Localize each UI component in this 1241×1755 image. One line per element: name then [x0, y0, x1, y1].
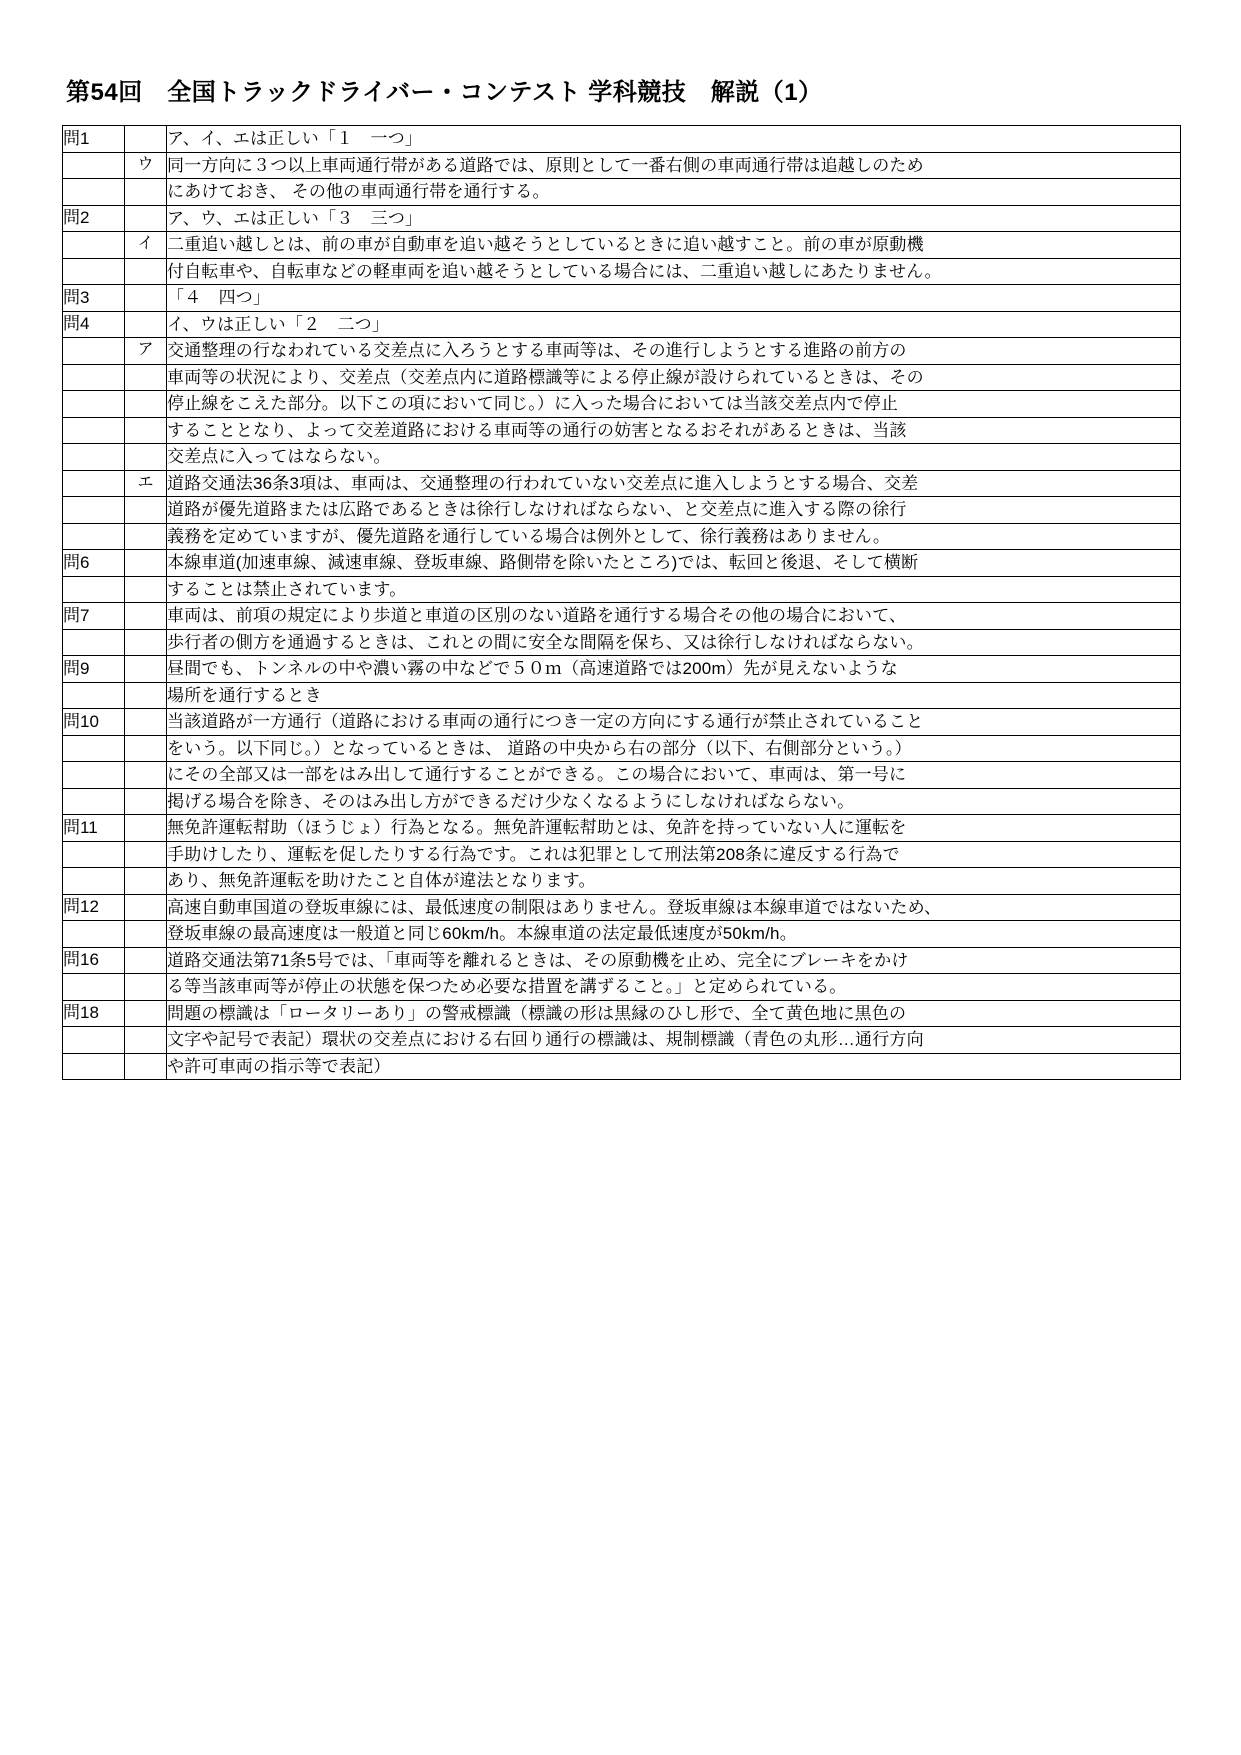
explanation-cell: 停止線をこえた部分。以下この項において同じ。）に入った場合においては当該交差点内で停止	[167, 391, 1181, 418]
sub-item-cell	[125, 391, 167, 418]
sub-item-cell	[125, 841, 167, 868]
table-row	[63, 258, 1181, 285]
sub-item-cell	[125, 523, 167, 550]
explanation-cell: 掲げる場合を除き、そのはみ出し方ができるだけ少なくなるようにしなければならない。	[167, 788, 1181, 815]
question-number-cell: 問2	[63, 205, 125, 232]
explanation-cell: 文字や記号で表記）環状の交差点における右回り通行の標識は、規制標識（青色の丸形…通行方向	[167, 1027, 1181, 1054]
question-number-cell	[63, 232, 125, 259]
sub-item-cell	[125, 921, 167, 948]
table-row	[63, 735, 1181, 762]
explanation-cell: 手助けしたり、運転を促したりする行為です。これは犯罪として刑法第208条に違反する行為で	[167, 841, 1181, 868]
table-row	[63, 285, 1181, 312]
question-number-cell	[63, 258, 125, 285]
question-number-cell	[63, 417, 125, 444]
explanation-cell: ア、ウ、エは正しい「３ 三つ」	[167, 205, 1181, 232]
question-number-cell: 問10	[63, 709, 125, 736]
question-number-cell: 問11	[63, 815, 125, 842]
table-row	[63, 205, 1181, 232]
sub-item-cell	[125, 974, 167, 1001]
sub-item-cell	[125, 285, 167, 312]
sub-item-cell	[125, 1027, 167, 1054]
sub-item-cell: ア	[125, 338, 167, 365]
sub-item-cell	[125, 1053, 167, 1080]
question-number-cell: 問4	[63, 311, 125, 338]
question-number-cell	[63, 364, 125, 391]
question-number-cell	[63, 921, 125, 948]
table-row	[63, 576, 1181, 603]
table-row	[63, 788, 1181, 815]
question-number-cell	[63, 523, 125, 550]
explanation-table	[62, 125, 1181, 1080]
sub-item-cell	[125, 205, 167, 232]
question-number-cell	[63, 841, 125, 868]
table-row	[63, 921, 1181, 948]
sub-item-cell	[125, 815, 167, 842]
table-row	[63, 497, 1181, 524]
sub-item-cell	[125, 417, 167, 444]
question-number-cell: 問18	[63, 1000, 125, 1027]
explanation-cell: ア、イ、エは正しい「１ 一つ」	[167, 126, 1181, 153]
table-row	[63, 629, 1181, 656]
sub-item-cell	[125, 364, 167, 391]
sub-item-cell	[125, 497, 167, 524]
sub-item-cell	[125, 126, 167, 153]
question-number-cell: 問12	[63, 894, 125, 921]
sub-item-cell	[125, 656, 167, 683]
sub-item-cell	[125, 603, 167, 630]
sub-item-cell	[125, 947, 167, 974]
table-row	[63, 841, 1181, 868]
table-row	[63, 338, 1181, 365]
sub-item-cell	[125, 762, 167, 789]
table-row	[63, 152, 1181, 179]
question-number-cell	[63, 576, 125, 603]
question-number-cell	[63, 974, 125, 1001]
table-row	[63, 974, 1181, 1001]
explanation-cell: や許可車両の指示等で表記）	[167, 1053, 1181, 1080]
table-row	[63, 126, 1181, 153]
sub-item-cell	[125, 444, 167, 471]
explanation-cell: 「４ 四つ」	[167, 285, 1181, 312]
table-body	[63, 126, 1181, 1080]
explanation-cell: 交差点に入ってはならない。	[167, 444, 1181, 471]
question-number-cell	[63, 444, 125, 471]
table-row	[63, 179, 1181, 206]
explanation-cell: 車両等の状況により、交差点（交差点内に道路標識等による停止線が設けられているときは、その	[167, 364, 1181, 391]
sub-item-cell	[125, 311, 167, 338]
question-number-cell	[63, 735, 125, 762]
table-row	[63, 868, 1181, 895]
table-row	[63, 550, 1181, 577]
explanation-cell: をいう。以下同じ。）となっているときは、 道路の中央から右の部分（以下、右側部分という。）	[167, 735, 1181, 762]
sub-item-cell	[125, 629, 167, 656]
explanation-cell: 付自転車や、自転車などの軽車両を追い越そうとしている場合には、二重追い越しにあたりません。	[167, 258, 1181, 285]
question-number-cell	[63, 497, 125, 524]
explanation-cell: る等当該車両等が停止の状態を保つため必要な措置を講ずること。」と定められている。	[167, 974, 1181, 1001]
table-row	[63, 391, 1181, 418]
explanation-cell: 同一方向に３つ以上車両通行帯がある道路では、原則として一番右側の車両通行帯は追越しのため	[167, 152, 1181, 179]
table-row	[63, 1053, 1181, 1080]
question-number-cell	[63, 470, 125, 497]
table-row	[63, 1027, 1181, 1054]
explanation-cell: 道路交通法36条3項は、車両は、交通整理の行われていない交差点に進入しようとする場合、交差	[167, 470, 1181, 497]
question-number-cell	[63, 788, 125, 815]
sub-item-cell	[125, 682, 167, 709]
table-row	[63, 709, 1181, 736]
question-number-cell: 問7	[63, 603, 125, 630]
table-row	[63, 682, 1181, 709]
explanation-cell: 無免許運転幇助（ほうじょ）行為となる。無免許運転幇助とは、免許を持っていない人に運転を	[167, 815, 1181, 842]
explanation-cell: 義務を定めていますが、優先道路を通行している場合は例外として、徐行義務はありません。	[167, 523, 1181, 550]
table-row	[63, 364, 1181, 391]
explanation-cell: 交通整理の行なわれている交差点に入ろうとする車両等は、その進行しようとする進路の前方の	[167, 338, 1181, 365]
explanation-cell: 場所を通行するとき	[167, 682, 1181, 709]
table-row	[63, 603, 1181, 630]
explanation-cell: 道路交通法第71条5号では、「車両等を離れるときは、その原動機を止め、完全にブレーキをかけ	[167, 947, 1181, 974]
question-number-cell: 問1	[63, 126, 125, 153]
sub-item-cell	[125, 1000, 167, 1027]
question-number-cell: 問3	[63, 285, 125, 312]
explanation-cell: 車両は、前項の規定により歩道と車道の区別のない道路を通行する場合その他の場合において、	[167, 603, 1181, 630]
explanation-cell: あり、無免許運転を助けたこと自体が違法となります。	[167, 868, 1181, 895]
explanation-cell: にあけておき、 その他の車両通行帯を通行する。	[167, 179, 1181, 206]
explanation-cell: 高速自動車国道の登坂車線には、最低速度の制限はありません。登坂車線は本線車道ではないため、	[167, 894, 1181, 921]
question-number-cell	[63, 179, 125, 206]
explanation-cell: することとなり、よって交差道路における車両等の通行の妨害となるおそれがあるときは、当該	[167, 417, 1181, 444]
explanation-cell: 昼間でも、トンネルの中や濃い霧の中などで５０ｍ（高速道路では200m）先が見えないような	[167, 656, 1181, 683]
table-row	[63, 311, 1181, 338]
sub-item-cell	[125, 735, 167, 762]
sub-item-cell	[125, 576, 167, 603]
explanation-cell: にその全部又は一部をはみ出して通行することができる。この場合において、車両は、第一号に	[167, 762, 1181, 789]
question-number-cell	[63, 152, 125, 179]
explanation-cell: 登坂車線の最高速度は一般道と同じ60km/h。本線車道の法定最低速度が50km/h。	[167, 921, 1181, 948]
sub-item-cell: エ	[125, 470, 167, 497]
question-number-cell: 問16	[63, 947, 125, 974]
sub-item-cell: ウ	[125, 152, 167, 179]
explanation-cell: することは禁止されています。	[167, 576, 1181, 603]
sub-item-cell	[125, 709, 167, 736]
table-row	[63, 444, 1181, 471]
table-row	[63, 470, 1181, 497]
table-row	[63, 815, 1181, 842]
question-number-cell	[63, 1027, 125, 1054]
page-title: 第54回 全国トラックドライバー・コンテスト 学科競技 解説（1）	[66, 79, 823, 106]
table-row	[63, 947, 1181, 974]
sub-item-cell: イ	[125, 232, 167, 259]
question-number-cell	[63, 868, 125, 895]
table-row	[63, 656, 1181, 683]
question-number-cell	[63, 682, 125, 709]
explanation-cell: 二重追い越しとは、前の車が自動車を追い越そうとしているときに追い越すこと。前の車が原動機	[167, 232, 1181, 259]
sub-item-cell	[125, 868, 167, 895]
table-row	[63, 1000, 1181, 1027]
table-row	[63, 232, 1181, 259]
sub-item-cell	[125, 179, 167, 206]
question-number-cell: 問9	[63, 656, 125, 683]
sub-item-cell	[125, 788, 167, 815]
explanation-cell: イ、ウは正しい「２ 二つ」	[167, 311, 1181, 338]
table-row	[63, 417, 1181, 444]
question-number-cell: 問6	[63, 550, 125, 577]
table-row	[63, 894, 1181, 921]
sub-item-cell	[125, 258, 167, 285]
explanation-cell: 問題の標識は「ロータリーあり」の警戒標識（標識の形は黒縁のひし形で、全て黄色地に黒色の	[167, 1000, 1181, 1027]
explanation-cell: 当該道路が一方通行（道路における車両の通行につき一定の方向にする通行が禁止されていること	[167, 709, 1181, 736]
table-row	[63, 762, 1181, 789]
sub-item-cell	[125, 894, 167, 921]
question-number-cell	[63, 391, 125, 418]
sub-item-cell	[125, 550, 167, 577]
explanation-cell: 道路が優先道路または広路であるときは徐行しなければならない、と交差点に進入する際の徐行	[167, 497, 1181, 524]
question-number-cell	[63, 338, 125, 365]
question-number-cell	[63, 629, 125, 656]
question-number-cell	[63, 1053, 125, 1080]
explanation-cell: 歩行者の側方を通過するときは、これとの間に安全な間隔を保ち、又は徐行しなければならない。	[167, 629, 1181, 656]
table-row	[63, 523, 1181, 550]
question-number-cell	[63, 762, 125, 789]
explanation-cell: 本線車道(加速車線、減速車線、登坂車線、路側帯を除いたところ)では、転回と後退、そして横断	[167, 550, 1181, 577]
